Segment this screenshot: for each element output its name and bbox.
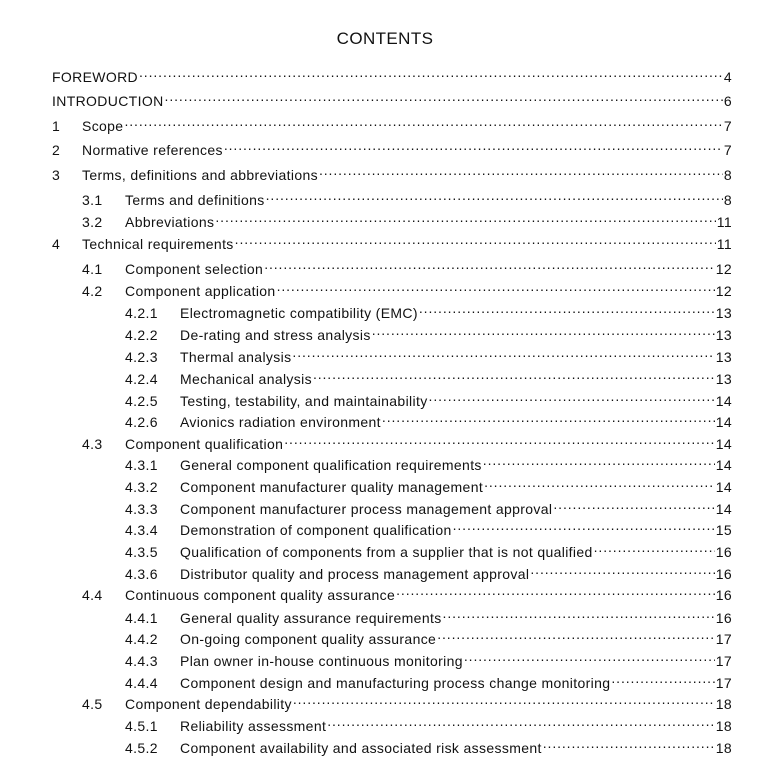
toc-dot-leader bbox=[382, 409, 715, 427]
toc-entry-title: Reliability assessment bbox=[180, 718, 327, 734]
toc-dot-leader bbox=[327, 713, 715, 731]
toc-entry-page-number: 14 bbox=[715, 479, 732, 495]
toc-entry-number: 3 bbox=[52, 167, 61, 183]
toc-entry-title: De-rating and stress analysis bbox=[180, 327, 371, 343]
toc-dot-leader bbox=[293, 691, 715, 709]
toc-dot-leader bbox=[215, 209, 715, 227]
toc-entry-title: Avionics radiation environment bbox=[180, 414, 381, 430]
toc-entry-title: On-going component quality assurance bbox=[180, 631, 437, 647]
toc-entry[interactable] bbox=[125, 496, 732, 517]
toc-entry-number: 1 bbox=[52, 118, 61, 134]
toc-entry-title: Abbreviations bbox=[125, 214, 215, 230]
toc-entry-title: Electromagnetic compatibility (EMC) bbox=[180, 305, 418, 321]
toc-entry-page-number: 14 bbox=[715, 457, 732, 473]
toc-entry-page-number: 14 bbox=[715, 501, 732, 517]
toc-entry-page-number: 13 bbox=[715, 327, 732, 343]
toc-entry[interactable] bbox=[52, 137, 732, 158]
toc-entry[interactable] bbox=[125, 409, 732, 430]
toc-entry-number: 4.3 bbox=[82, 436, 103, 452]
toc-dot-leader bbox=[453, 517, 715, 535]
toc-entry-title: Component design and manufacturing process change monitoring bbox=[180, 675, 611, 691]
toc-entry[interactable] bbox=[125, 300, 732, 321]
toc-entry-number: 4.3.6 bbox=[125, 566, 158, 582]
toc-entry-page-number: 18 bbox=[715, 696, 732, 712]
toc-dot-leader bbox=[292, 344, 714, 362]
toc-dot-leader bbox=[437, 626, 715, 644]
toc-entry-number: 4.5 bbox=[82, 696, 103, 712]
toc-entry-number: 4 bbox=[52, 236, 61, 252]
toc-entry-number: 4.2 bbox=[82, 283, 103, 299]
toc-entry[interactable] bbox=[52, 64, 732, 85]
toc-entry-number: 4.3.3 bbox=[125, 501, 158, 517]
toc-entry-number: 4.4.2 bbox=[125, 631, 158, 647]
toc-dot-leader bbox=[319, 162, 723, 180]
toc-entry-title: Component availability and associated risk assessment bbox=[180, 740, 542, 756]
toc-entry-page-number: 7 bbox=[723, 118, 732, 134]
toc-entry-number: 4.4.4 bbox=[125, 675, 158, 691]
toc-dot-leader bbox=[429, 388, 715, 406]
toc-dot-leader bbox=[139, 64, 723, 82]
toc-entry-number: 4.2.4 bbox=[125, 371, 158, 387]
toc-entry-title: Terms, definitions and abbreviations bbox=[82, 167, 318, 183]
toc-entry-number: 4.4.3 bbox=[125, 653, 158, 669]
toc-entry[interactable] bbox=[125, 474, 732, 495]
toc-entry-page-number: 14 bbox=[715, 393, 732, 409]
toc-entry-page-number: 11 bbox=[716, 214, 732, 230]
toc-entry[interactable] bbox=[125, 735, 732, 756]
toc-entry-title: Thermal analysis bbox=[180, 349, 292, 365]
toc-dot-leader bbox=[266, 187, 723, 205]
toc-entry-title: Component manufacturer process management approval bbox=[180, 501, 553, 517]
toc-entry-title: Component application bbox=[125, 283, 276, 299]
toc-entry-title: Component manufacturer quality management bbox=[180, 479, 484, 495]
toc-entry[interactable] bbox=[125, 366, 732, 387]
toc-entry-page-number: 8 bbox=[723, 167, 732, 183]
toc-dot-leader bbox=[277, 278, 715, 296]
toc-entry[interactable] bbox=[125, 344, 732, 365]
toc-entry-title: Technical requirements bbox=[82, 236, 234, 252]
toc-entry-page-number: 15 bbox=[715, 522, 732, 538]
toc-entry-number: 4.5.1 bbox=[125, 718, 158, 734]
toc-entry-page-number: 8 bbox=[723, 192, 732, 208]
toc-entry[interactable] bbox=[125, 322, 732, 343]
toc-dot-leader bbox=[264, 256, 715, 274]
toc-entry-title: Distributor quality and process management approval bbox=[180, 566, 530, 582]
toc-dot-leader bbox=[464, 648, 715, 666]
toc-entry[interactable] bbox=[52, 231, 732, 252]
toc-entry-number: 4.2.1 bbox=[125, 305, 158, 321]
toc-entry-number: 4.2.3 bbox=[125, 349, 158, 365]
toc-entry-number: 4.4 bbox=[82, 587, 103, 603]
toc-entry-title: FOREWORD bbox=[52, 69, 139, 85]
toc-entry[interactable] bbox=[52, 162, 732, 183]
toc-entry-number: 3.2 bbox=[82, 214, 103, 230]
toc-entry-page-number: 18 bbox=[715, 740, 732, 756]
toc-entry-number: 4.2.2 bbox=[125, 327, 158, 343]
toc-entry[interactable] bbox=[52, 113, 732, 134]
toc-dot-leader bbox=[443, 605, 715, 623]
toc-entry-number: 4.5.2 bbox=[125, 740, 158, 756]
toc-dot-leader bbox=[484, 474, 715, 492]
toc-entry-number: 4.3.5 bbox=[125, 544, 158, 560]
toc-entry-title: General quality assurance requirements bbox=[180, 610, 442, 626]
toc-dot-leader bbox=[372, 322, 715, 340]
toc-entry[interactable] bbox=[82, 582, 732, 603]
toc-entry[interactable] bbox=[125, 626, 732, 647]
toc-dot-leader bbox=[553, 496, 714, 514]
toc-entry-title: Normative references bbox=[82, 142, 223, 158]
toc-entry-title: Testing, testability, and maintainability bbox=[180, 393, 428, 409]
toc-entry-number: 4.2.5 bbox=[125, 393, 158, 409]
toc-dot-leader bbox=[611, 670, 714, 688]
toc-entry[interactable] bbox=[82, 187, 732, 208]
toc-entry[interactable] bbox=[125, 670, 732, 691]
toc-entry-title: Qualification of components from a supplier that is not qualified bbox=[180, 544, 593, 560]
toc-entry-title: General component qualification requirements bbox=[180, 457, 482, 473]
toc-entry-page-number: 13 bbox=[715, 349, 732, 365]
toc-entry[interactable] bbox=[125, 713, 732, 734]
toc-entry[interactable] bbox=[125, 539, 732, 560]
toc-entry-page-number: 4 bbox=[723, 69, 732, 85]
toc-entry[interactable] bbox=[125, 648, 732, 669]
toc-entry-page-number: 17 bbox=[715, 631, 732, 647]
toc-entry-page-number: 14 bbox=[715, 436, 732, 452]
toc-dot-leader bbox=[543, 735, 715, 753]
toc-entry[interactable] bbox=[125, 517, 732, 538]
toc-entry[interactable] bbox=[52, 88, 732, 109]
toc-entry[interactable] bbox=[125, 452, 732, 473]
toc-entry-page-number: 16 bbox=[715, 587, 732, 603]
toc-entry-page-number: 14 bbox=[715, 414, 732, 430]
toc-entry-title: Mechanical analysis bbox=[180, 371, 312, 387]
toc-dot-leader bbox=[483, 452, 715, 470]
toc-entry-number: 3.1 bbox=[82, 192, 103, 208]
toc-entry-page-number: 12 bbox=[715, 261, 732, 277]
toc-entry-page-number: 12 bbox=[715, 283, 732, 299]
toc-entry-number: 4.3.1 bbox=[125, 457, 158, 473]
toc-entry-page-number: 17 bbox=[715, 653, 732, 669]
toc-entry-title: Scope bbox=[82, 118, 124, 134]
toc-entry-number: 4.2.6 bbox=[125, 414, 158, 430]
toc-entry-page-number: 16 bbox=[715, 566, 732, 582]
toc-entry[interactable] bbox=[82, 256, 732, 277]
toc-dot-leader bbox=[530, 561, 714, 579]
toc-entry[interactable] bbox=[82, 278, 732, 299]
toc-entry-title: Component selection bbox=[125, 261, 264, 277]
toc-dot-leader bbox=[313, 366, 715, 384]
toc-entry[interactable] bbox=[125, 561, 732, 582]
toc-entry-title: Continuous component quality assurance bbox=[125, 587, 396, 603]
toc-entry-number: 4.3.4 bbox=[125, 522, 158, 538]
toc-entry-title: Component dependability bbox=[125, 696, 292, 712]
toc-entry-page-number: 16 bbox=[715, 610, 732, 626]
toc-dot-leader bbox=[594, 539, 715, 557]
toc-entry-page-number: 11 bbox=[716, 236, 732, 252]
toc-dot-leader bbox=[284, 431, 714, 449]
toc-entry-title: Component qualification bbox=[125, 436, 284, 452]
toc-entry[interactable] bbox=[82, 431, 732, 452]
toc-entry-number: 4.3.2 bbox=[125, 479, 158, 495]
page-title: CONTENTS bbox=[336, 29, 434, 48]
toc-entry-page-number: 6 bbox=[723, 93, 732, 109]
toc-entry[interactable] bbox=[125, 605, 732, 626]
toc-entry-number: 2 bbox=[52, 142, 61, 158]
toc-entry-number: 4.1 bbox=[82, 261, 103, 277]
toc-entry-number: 4.4.1 bbox=[125, 610, 158, 626]
toc-dot-leader bbox=[235, 231, 716, 249]
toc-entry-page-number: 16 bbox=[715, 544, 732, 560]
toc-entry-title: Plan owner in-house continuous monitoring bbox=[180, 653, 463, 669]
toc-dot-leader bbox=[165, 88, 723, 106]
toc-dot-leader bbox=[419, 300, 715, 318]
toc-entry-page-number: 18 bbox=[715, 718, 732, 734]
toc-dot-leader bbox=[396, 582, 715, 600]
toc-entry-title: Demonstration of component qualification bbox=[180, 522, 452, 538]
toc-entry-title: INTRODUCTION bbox=[52, 93, 164, 109]
toc-entry-page-number: 17 bbox=[715, 675, 732, 691]
toc-entry[interactable] bbox=[82, 691, 732, 712]
toc-dot-leader bbox=[124, 113, 722, 131]
toc-entry-page-number: 13 bbox=[715, 305, 732, 321]
toc-entry-page-number: 7 bbox=[723, 142, 732, 158]
toc-entry[interactable] bbox=[125, 388, 732, 409]
toc-entry-page-number: 13 bbox=[715, 371, 732, 387]
toc-entry[interactable] bbox=[82, 209, 732, 230]
toc-entry-title: Terms and definitions bbox=[125, 192, 265, 208]
toc-dot-leader bbox=[224, 137, 723, 155]
